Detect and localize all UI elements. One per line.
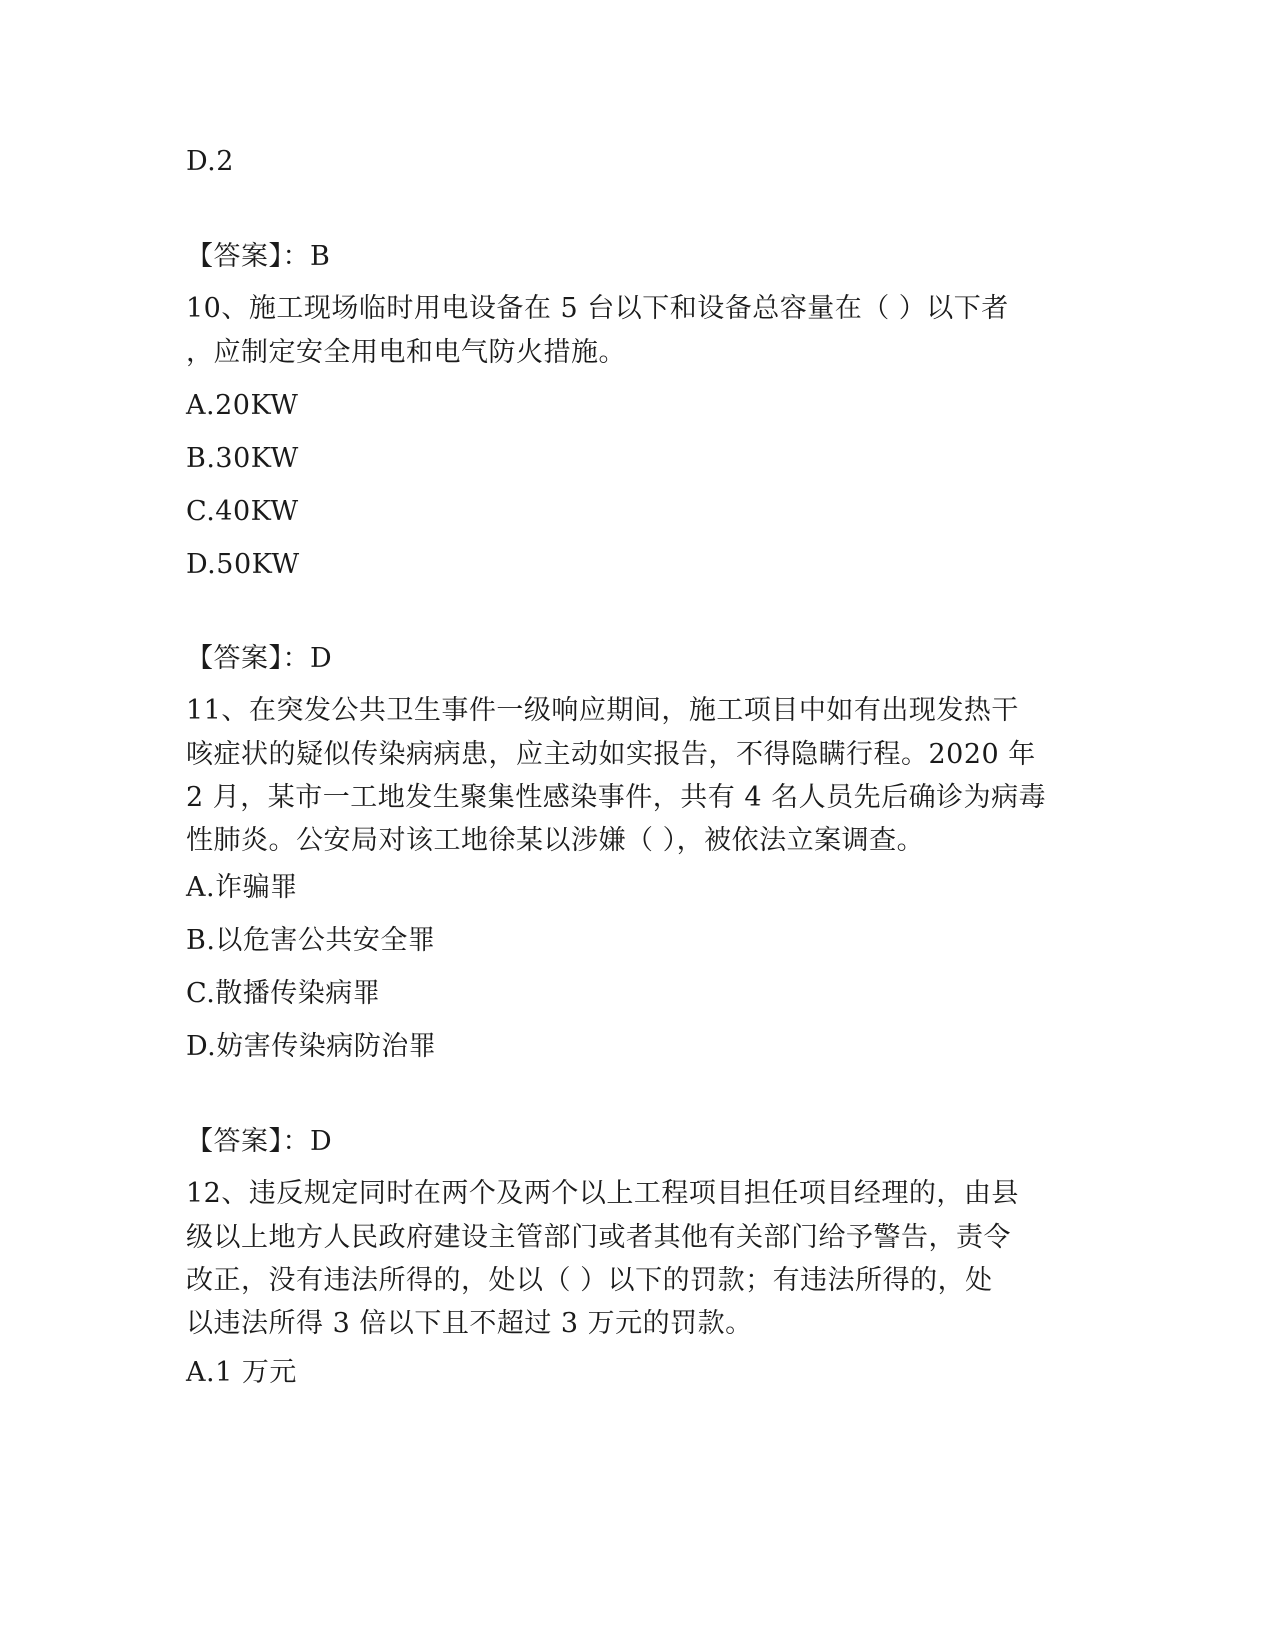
question-10-option-d: D.50KW	[186, 549, 300, 580]
question-11-line-2: 咳症状的疑似传染病病患，应主动如实报告，不得隐瞒行程。2020 年	[186, 739, 1036, 770]
question-11-line-1: 11、在突发公共卫生事件一级响应期间，施工项目中如有出现发热干	[186, 695, 1019, 726]
question-11-option-b: B.以危害公共安全罪	[186, 925, 436, 956]
question-11-answer: 【答案】：D	[186, 1126, 333, 1157]
question-11-line-4: 性肺炎。公安局对该工地徐某以涉嫌（ ），被依法立案调查。	[186, 825, 925, 856]
question-10-line-2: ，应制定安全用电和电气防火措施。	[186, 337, 626, 368]
question-10-option-b: B.30KW	[186, 443, 299, 474]
question-11-option-a: A.诈骗罪	[186, 872, 298, 903]
answer-prev: 【答案】：B	[186, 241, 331, 272]
question-10-line-1: 10、施工现场临时用电设备在 5 台以下和设备总容量在（ ）以下者	[186, 293, 1009, 324]
question-11-line-3: 2 月，某市一工地发生聚集性感染事件，共有 4 名人员先后确诊为病毒	[186, 782, 1047, 813]
question-10-answer: 【答案】：D	[186, 643, 333, 674]
question-10-option-a: A.20KW	[186, 390, 299, 421]
question-12-option-a: A.1 万元	[186, 1357, 297, 1388]
question-11-option-d: D.妨害传染病防治罪	[186, 1031, 437, 1062]
question-10-option-c: C.40KW	[186, 496, 299, 527]
option-d-prev: D.2	[186, 146, 234, 177]
question-12-line-4: 以违法所得 3 倍以下且不超过 3 万元的罚款。	[186, 1308, 753, 1339]
question-12-line-1: 12、违反规定同时在两个及两个以上工程项目担任项目经理的，由县	[186, 1178, 1019, 1209]
question-11-option-c: C.散播传染病罪	[186, 978, 381, 1009]
question-12-line-3: 改正，没有违法所得的，处以（ ）以下的罚款；有违法所得的，处	[186, 1265, 993, 1296]
question-12-line-2: 级以上地方人民政府建设主管部门或者其他有关部门给予警告，责令	[186, 1222, 1011, 1253]
